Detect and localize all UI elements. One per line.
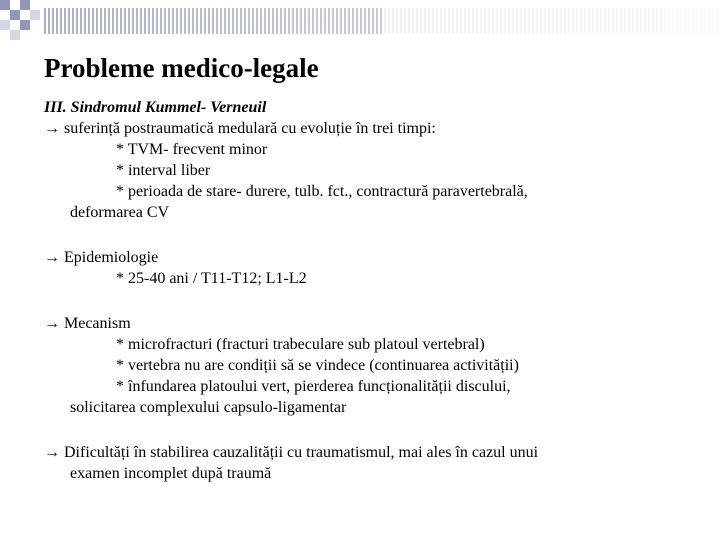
deco-stripe [572,8,574,34]
deco-stripe [420,8,422,34]
deco-stripe [656,8,658,34]
deco-stripe [116,8,118,34]
deco-stripe [544,8,546,34]
deco-stripe [452,8,454,34]
slide-body [44,97,704,484]
deco-stripe [568,8,570,34]
deco-stripe [292,8,294,34]
deco-stripe [456,8,458,34]
deco-stripe [376,8,378,34]
deco-stripe [580,8,582,34]
deco-stripe [96,8,98,34]
deco-stripe [256,8,258,34]
deco-stripe [340,8,342,34]
deco-stripe [704,8,706,34]
deco-stripe [484,8,486,34]
deco-stripe [44,8,46,34]
deco-stripe [320,8,322,34]
deco-stripe [616,8,618,34]
deco-stripe [404,8,406,34]
section-4-continuation: examen incomplet după traumă [70,465,272,482]
deco-stripe [336,8,338,34]
deco-stripe [312,8,314,34]
deco-stripe [524,8,526,34]
deco-stripe [536,8,538,34]
deco-square-6 [20,20,30,30]
deco-stripe [88,8,90,34]
deco-stripe [608,8,610,34]
deco-stripe [528,8,530,34]
deco-stripe [192,8,194,34]
deco-stripe [236,8,238,34]
section-1-continuation: deformarea CV [70,204,170,221]
deco-stripe [360,8,362,34]
deco-stripe [600,8,602,34]
deco-stripe [224,8,226,34]
deco-stripe [612,8,614,34]
deco-stripe [468,8,470,34]
deco-stripe [300,8,302,34]
deco-stripe [632,8,634,34]
deco-stripe [560,8,562,34]
deco-stripe [636,8,638,34]
deco-stripe [76,8,78,34]
deco-stripe [348,8,350,34]
deco-stripe [288,8,290,34]
deco-stripe [708,8,710,34]
deco-stripe [644,8,646,34]
deco-stripe [56,8,58,34]
deco-stripe [384,8,386,34]
deco-stripe [596,8,598,34]
deco-stripe [464,8,466,34]
section-3-item-1: * microfracturi (fracturi trabeculare sub platoul vertebral) [116,336,485,353]
deco-stripe [428,8,430,34]
deco-stripe [296,8,298,34]
deco-stripe [696,8,698,34]
deco-stripe [248,8,250,34]
deco-stripe [152,8,154,34]
deco-stripe [156,8,158,34]
deco-stripe [392,8,394,34]
deco-stripe [712,8,714,34]
deco-stripe [52,8,54,34]
deco-stripe [132,8,134,34]
deco-stripe [500,8,502,34]
section-2-head: → Epidemiologie [44,249,159,266]
deco-stripe [276,8,278,34]
deco-stripe [280,8,282,34]
deco-stripe [120,8,122,34]
section-3-item-3: * înfundarea platoului vert, pierderea funcționalității discului, [116,378,511,395]
spacer [44,418,704,442]
deco-stripe [308,8,310,34]
deco-stripe [112,8,114,34]
deco-stripe [424,8,426,34]
deco-stripe [240,8,242,34]
section-1-head: → suferință postraumatică medulară cu evoluție în trei timpi: [44,120,436,137]
deco-stripe [212,8,214,34]
deco-stripe [368,8,370,34]
deco-stripe [380,8,382,34]
deco-stripe [492,8,494,34]
deco-stripe [588,8,590,34]
deco-stripe [388,8,390,34]
deco-stripe [688,8,690,34]
deco-stripe [208,8,210,34]
deco-stripe [652,8,654,34]
deco-stripe [352,8,354,34]
deco-stripe [84,8,86,34]
deco-stripe [396,8,398,34]
decorative-squares [0,0,40,40]
deco-stripe [184,8,186,34]
deco-stripe [344,8,346,34]
deco-square-4 [30,10,40,20]
deco-stripe [416,8,418,34]
deco-stripe [460,8,462,34]
deco-stripe [196,8,198,34]
deco-stripe [316,8,318,34]
section-1-item-1: * TVM- frecvent minor [116,141,268,158]
deco-stripe [328,8,330,34]
deco-stripe [324,8,326,34]
deco-stripe [508,8,510,34]
deco-stripe [448,8,450,34]
deco-stripe [476,8,478,34]
deco-stripe [444,8,446,34]
spacer [44,289,704,313]
deco-square-5 [0,20,10,30]
deco-stripe [512,8,514,34]
deco-stripe [540,8,542,34]
deco-stripe [140,8,142,34]
decorative-stripes [44,8,718,34]
deco-stripe [60,8,62,34]
deco-stripe [148,8,150,34]
deco-stripe [552,8,554,34]
deco-stripe [100,8,102,34]
deco-stripe [516,8,518,34]
deco-stripe [232,8,234,34]
deco-square-1 [0,0,10,10]
section-subtitle: III. Sindromul Kummel- Verneuil [44,99,267,116]
deco-stripe [400,8,402,34]
deco-stripe [660,8,662,34]
deco-stripe [260,8,262,34]
deco-stripe [68,8,70,34]
deco-stripe [168,8,170,34]
deco-stripe [304,8,306,34]
deco-stripe [356,8,358,34]
deco-stripe [48,8,50,34]
deco-stripe [640,8,642,34]
section-3-head: → Mecanism [44,315,131,332]
deco-square-7 [10,30,20,40]
deco-stripe [188,8,190,34]
deco-stripe [128,8,130,34]
deco-stripe [480,8,482,34]
deco-stripe [472,8,474,34]
deco-stripe [584,8,586,34]
deco-stripe [144,8,146,34]
section-4-head: → Dificultăți în stabilirea cauzalității cu traumatismul, mai ales în cazul unui [44,444,539,461]
deco-stripe [436,8,438,34]
deco-stripe [520,8,522,34]
deco-stripe [124,8,126,34]
deco-stripe [592,8,594,34]
deco-stripe [556,8,558,34]
section-2-item-1: * 25-40 ani / T11-T12; L1-L2 [116,270,307,287]
spacer [44,223,704,247]
deco-stripe [252,8,254,34]
deco-stripe [624,8,626,34]
deco-stripe [364,8,366,34]
section-3-continuation: solicitarea complexului capsulo-ligamentar [70,399,347,416]
slide-title: Probleme medico-legale [44,53,319,83]
deco-stripe [440,8,442,34]
deco-stripe [668,8,670,34]
deco-stripe [684,8,686,34]
deco-stripe [716,8,718,34]
section-1-item-3: * perioada de stare- durere, tulb. fct., contractură paravertebrală, [116,183,528,200]
deco-stripe [576,8,578,34]
deco-stripe [204,8,206,34]
deco-stripe [332,8,334,34]
deco-square-3 [10,10,20,20]
deco-stripe [664,8,666,34]
deco-stripe [220,8,222,34]
deco-stripe [200,8,202,34]
deco-stripe [136,8,138,34]
deco-stripe [496,8,498,34]
deco-stripe [700,8,702,34]
deco-stripe [672,8,674,34]
deco-stripe [564,8,566,34]
deco-stripe [372,8,374,34]
deco-stripe [268,8,270,34]
deco-stripe [408,8,410,34]
deco-stripe [628,8,630,34]
deco-stripe [72,8,74,34]
deco-stripe [172,8,174,34]
deco-stripe [264,8,266,34]
deco-stripe [64,8,66,34]
deco-stripe [160,8,162,34]
deco-square-2 [20,0,30,10]
deco-stripe [104,8,106,34]
deco-stripe [244,8,246,34]
deco-stripe [488,8,490,34]
deco-stripe [108,8,110,34]
deco-stripe [92,8,94,34]
deco-stripe [432,8,434,34]
header-decoration [0,0,720,40]
deco-stripe [620,8,622,34]
deco-stripe [548,8,550,34]
deco-stripe [228,8,230,34]
deco-stripe [80,8,82,34]
deco-stripe [532,8,534,34]
deco-stripe [680,8,682,34]
deco-stripe [504,8,506,34]
deco-stripe [216,8,218,34]
deco-stripe [272,8,274,34]
deco-stripe [284,8,286,34]
section-1-item-2: * interval liber [116,162,211,179]
deco-stripe [412,8,414,34]
deco-stripe [648,8,650,34]
deco-stripe [180,8,182,34]
deco-stripe [692,8,694,34]
deco-stripe [604,8,606,34]
deco-stripe [676,8,678,34]
deco-stripe [164,8,166,34]
deco-stripe [176,8,178,34]
section-3-item-2: * vertebra nu are condiții să se vindece (continuarea activității) [116,357,519,374]
